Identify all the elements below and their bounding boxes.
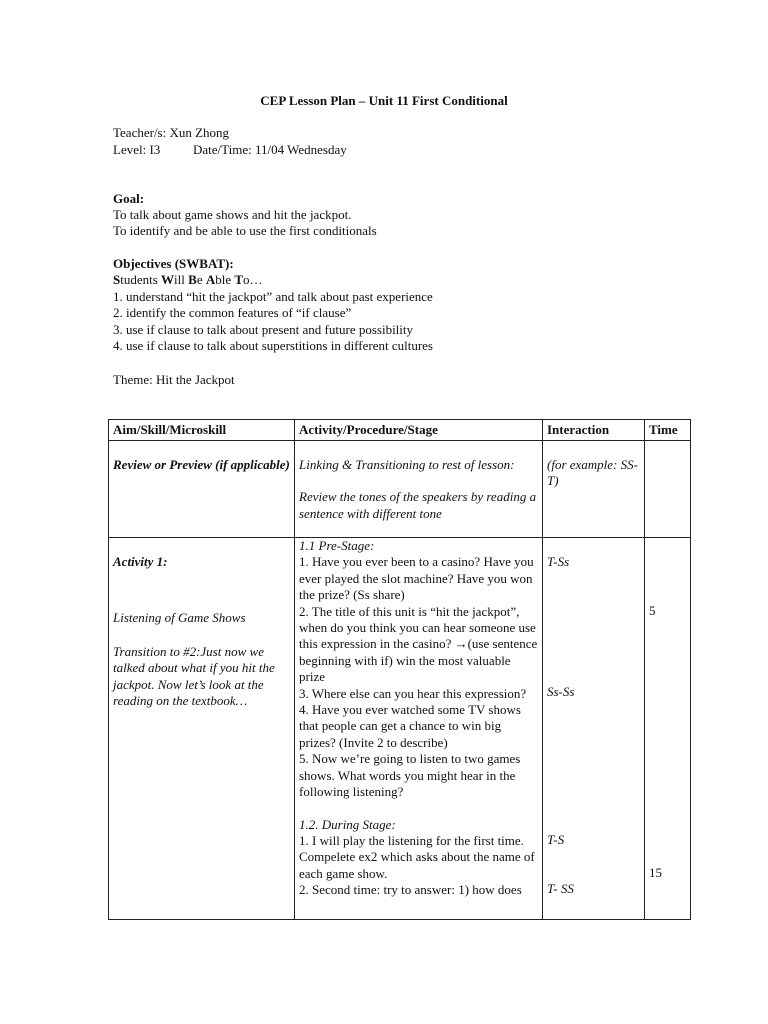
objective-item: 4. use if clause to talk about superstitions in different cultures bbox=[113, 338, 433, 353]
header-aim: Aim/Skill/Microskill bbox=[109, 420, 295, 441]
cell-activity: 1.1 Pre-Stage: 1. Have you ever been to a casino? Have you ever played the slot machine? Have you won the prize? (Ss share) 2. The title of this unit is “hit the jackpot”, when do you think you can hear someone use this expression in the casino? →(use sentence beginning with if) win the most valuable prize 3. Where else can you hear this expression? 4. Have you ever watched some TV shows that people can get a chance to win big prizes? (Invite 2 to describe) 5. Now we’re going to listen to two games shows. What words you might hear in the following listening? 1.2. During Stage: 1. I will play the listening for the first time. Compelete ex2 which asks about the name of each game show. 2. Second time: try to answer: 1) how does bbox=[295, 538, 543, 920]
lesson-plan-table bbox=[108, 419, 691, 920]
goal-heading: Goal: bbox=[113, 191, 145, 206]
goal-line-1: To talk about game shows and hit the jackpot. bbox=[113, 207, 352, 222]
table-row bbox=[109, 538, 691, 920]
level-text: Level: I3 bbox=[113, 142, 161, 157]
objective-item: 1. understand “hit the jackpot” and talk about past experience bbox=[113, 289, 433, 304]
cell-activity: Linking & Transitioning to rest of lesson: Review the tones of the speakers by reading a sentence with different tone bbox=[295, 441, 543, 538]
cell-aim: Review or Preview (if applicable) bbox=[109, 441, 295, 538]
teacher-line: Teacher/s: Xun Zhong bbox=[113, 125, 230, 140]
level-date-line bbox=[113, 142, 347, 158]
theme-line: Theme: Hit the Jackpot bbox=[113, 372, 235, 387]
datetime-text: Date/Time: 11/04 Wednesday bbox=[193, 142, 347, 157]
cell-interaction: (for example: SS-T) bbox=[543, 441, 645, 538]
table-row bbox=[109, 441, 691, 538]
objective-item: 2. identify the common features of “if clause” bbox=[113, 305, 352, 320]
header-time: Time bbox=[645, 420, 691, 441]
objective-item: 3. use if clause to talk about present and future possibility bbox=[113, 322, 414, 337]
cell-time bbox=[645, 441, 691, 538]
cell-aim: Activity 1: Listening of Game Shows Transition to #2:Just now we talked about what if you hit the jackpot. Now let’s look at the reading on the textbook… bbox=[109, 538, 295, 920]
goal-line-2: To identify and be able to use the first conditionals bbox=[113, 223, 377, 238]
objectives-heading: Objectives (SWBAT): bbox=[113, 256, 234, 271]
page-title: CEP Lesson Plan – Unit 11 First Conditional bbox=[260, 93, 508, 108]
swbat-line: Students Will Be Able To… bbox=[113, 272, 263, 287]
header-interaction: Interaction bbox=[543, 420, 645, 441]
cell-time: 5 15 bbox=[645, 538, 691, 920]
cell-interaction: T-Ss Ss-Ss T-S T- SS bbox=[543, 538, 645, 920]
header-activity: Activity/Procedure/Stage bbox=[295, 420, 543, 441]
table-header-row bbox=[109, 420, 691, 441]
